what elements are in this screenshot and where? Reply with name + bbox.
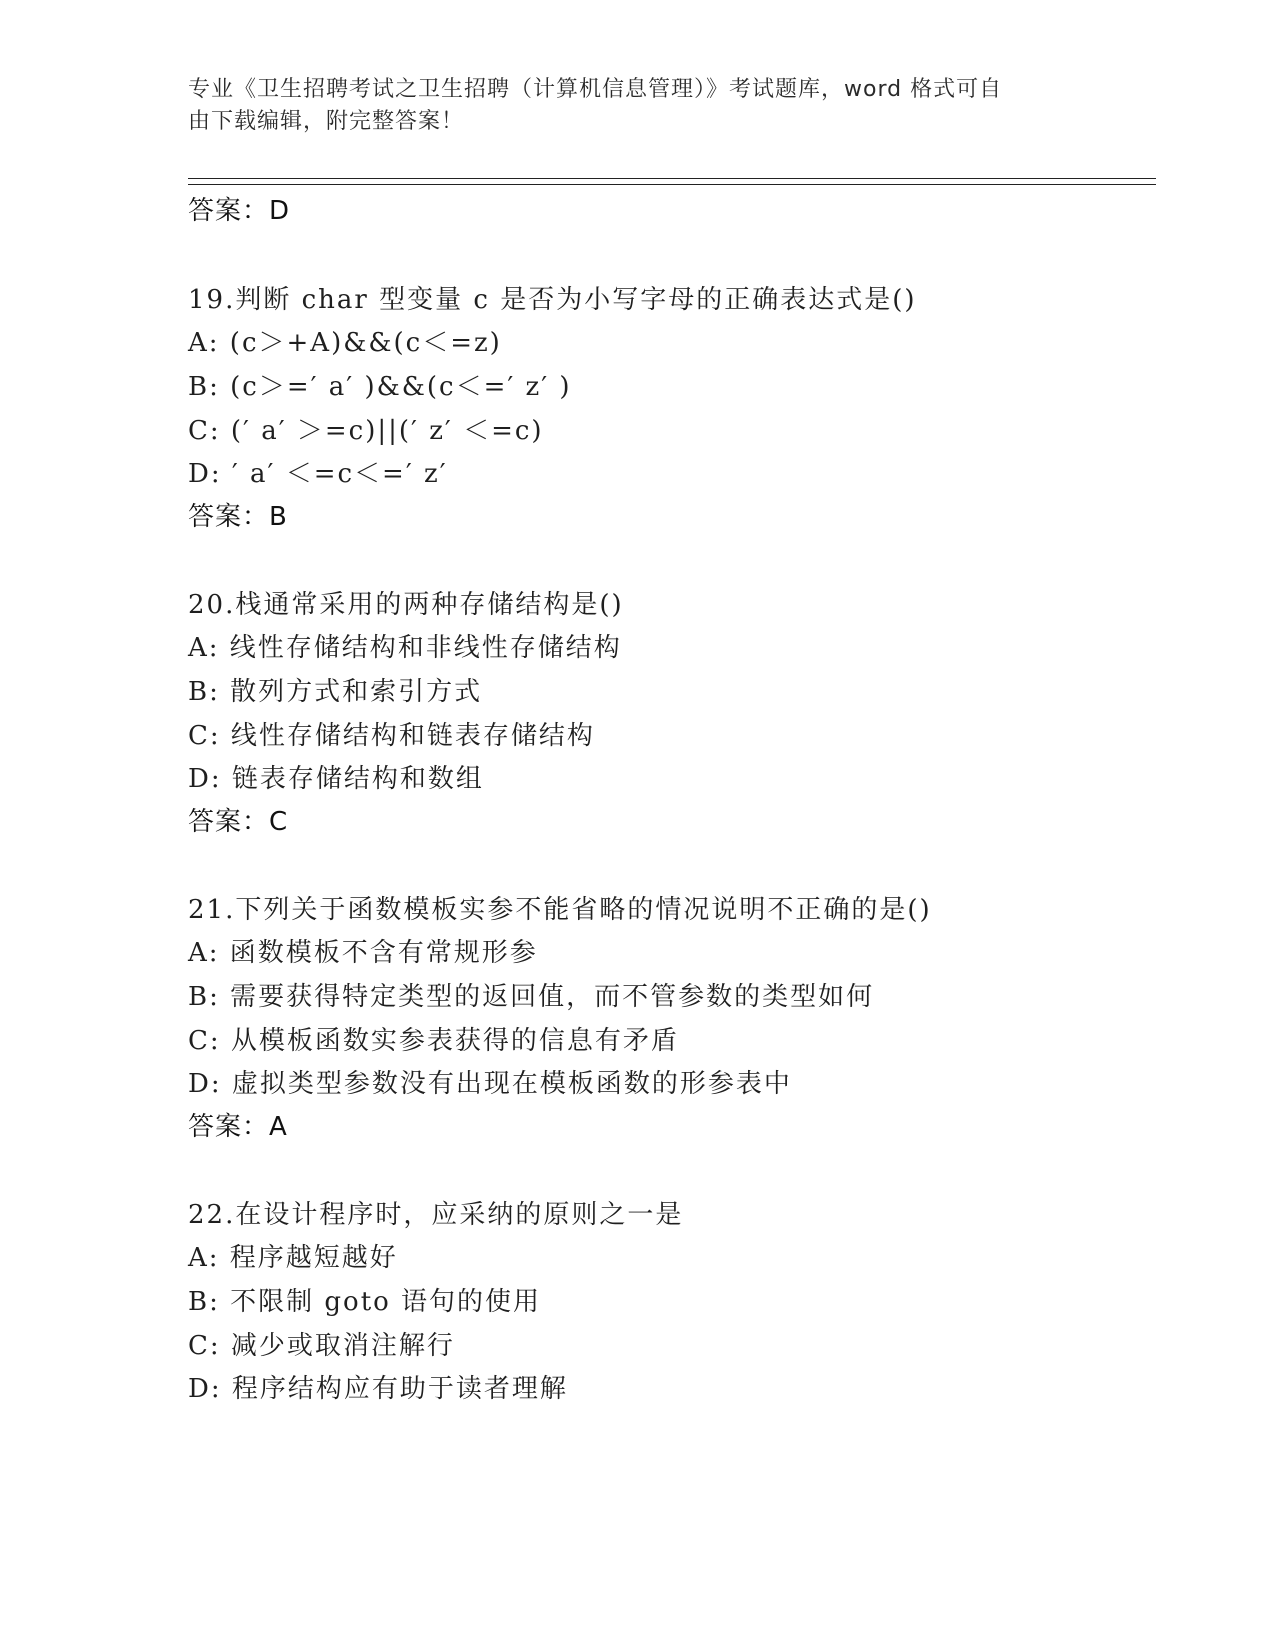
header-line-2: 由下载编辑，附完整答案！: [188, 109, 465, 134]
question-22-option-b: B: 不限制 goto 语句的使用: [188, 1287, 542, 1317]
question-19-option-a: A: (c＞+A)&&(c＜=z): [188, 328, 502, 358]
question-19-option-b: B: (c＞=′ a′ )&&(c＜=′ z′ ): [188, 372, 572, 402]
question-20-option-a: A: 线性存储结构和非线性存储结构: [188, 633, 622, 663]
header-divider-top: [188, 178, 1156, 179]
question-21-answer: 答案：A: [188, 1112, 288, 1142]
question-20-option-b: B: 散列方式和索引方式: [188, 677, 483, 707]
document-header: [188, 74, 1068, 138]
question-21-option-c: C: 从模板函数实参表获得的信息有矛盾: [188, 1026, 679, 1056]
question-21-option-b: B: 需要获得特定类型的返回值，而不管参数的类型如何: [188, 982, 875, 1012]
question-19-option-c: C: (′ a′ ＞=c)||(′ z′ ＜=c): [188, 416, 544, 446]
question-19-option-d: D: ′ a′ ＜=c＜=′ z′: [188, 459, 448, 489]
header-line-1: 专业《卫生招聘考试之卫生招聘（计算机信息管理）》考试题库，word 格式可自: [188, 77, 1003, 102]
question-20-answer: 答案：C: [188, 807, 289, 837]
question-22-option-c: C: 减少或取消注解行: [188, 1331, 455, 1361]
question-22-option-d: D: 程序结构应有助于读者理解: [188, 1374, 568, 1404]
question-21-option-a: A: 函数模板不含有常规形参: [188, 938, 538, 968]
answer-previous: 答案：D: [188, 196, 291, 226]
question-20-stem: 20.栈通常采用的两种存储结构是(): [188, 590, 624, 620]
question-20-option-c: C: 线性存储结构和链表存储结构: [188, 721, 595, 751]
question-22-stem: 22.在设计程序时，应采纳的原则之一是: [188, 1200, 684, 1230]
header-divider-bottom: [188, 184, 1156, 185]
question-20-option-d: D: 链表存储结构和数组: [188, 764, 484, 794]
question-19-stem: 19.判断 char 型变量 c 是否为小写字母的正确表达式是(): [188, 285, 917, 315]
question-21-stem: 21.下列关于函数模板实参不能省略的情况说明不正确的是(): [188, 895, 932, 925]
question-22-option-a: A: 程序越短越好: [188, 1243, 398, 1273]
question-21-option-d: D: 虚拟类型参数没有出现在模板函数的形参表中: [188, 1069, 792, 1099]
question-19-answer: 答案：B: [188, 502, 288, 532]
